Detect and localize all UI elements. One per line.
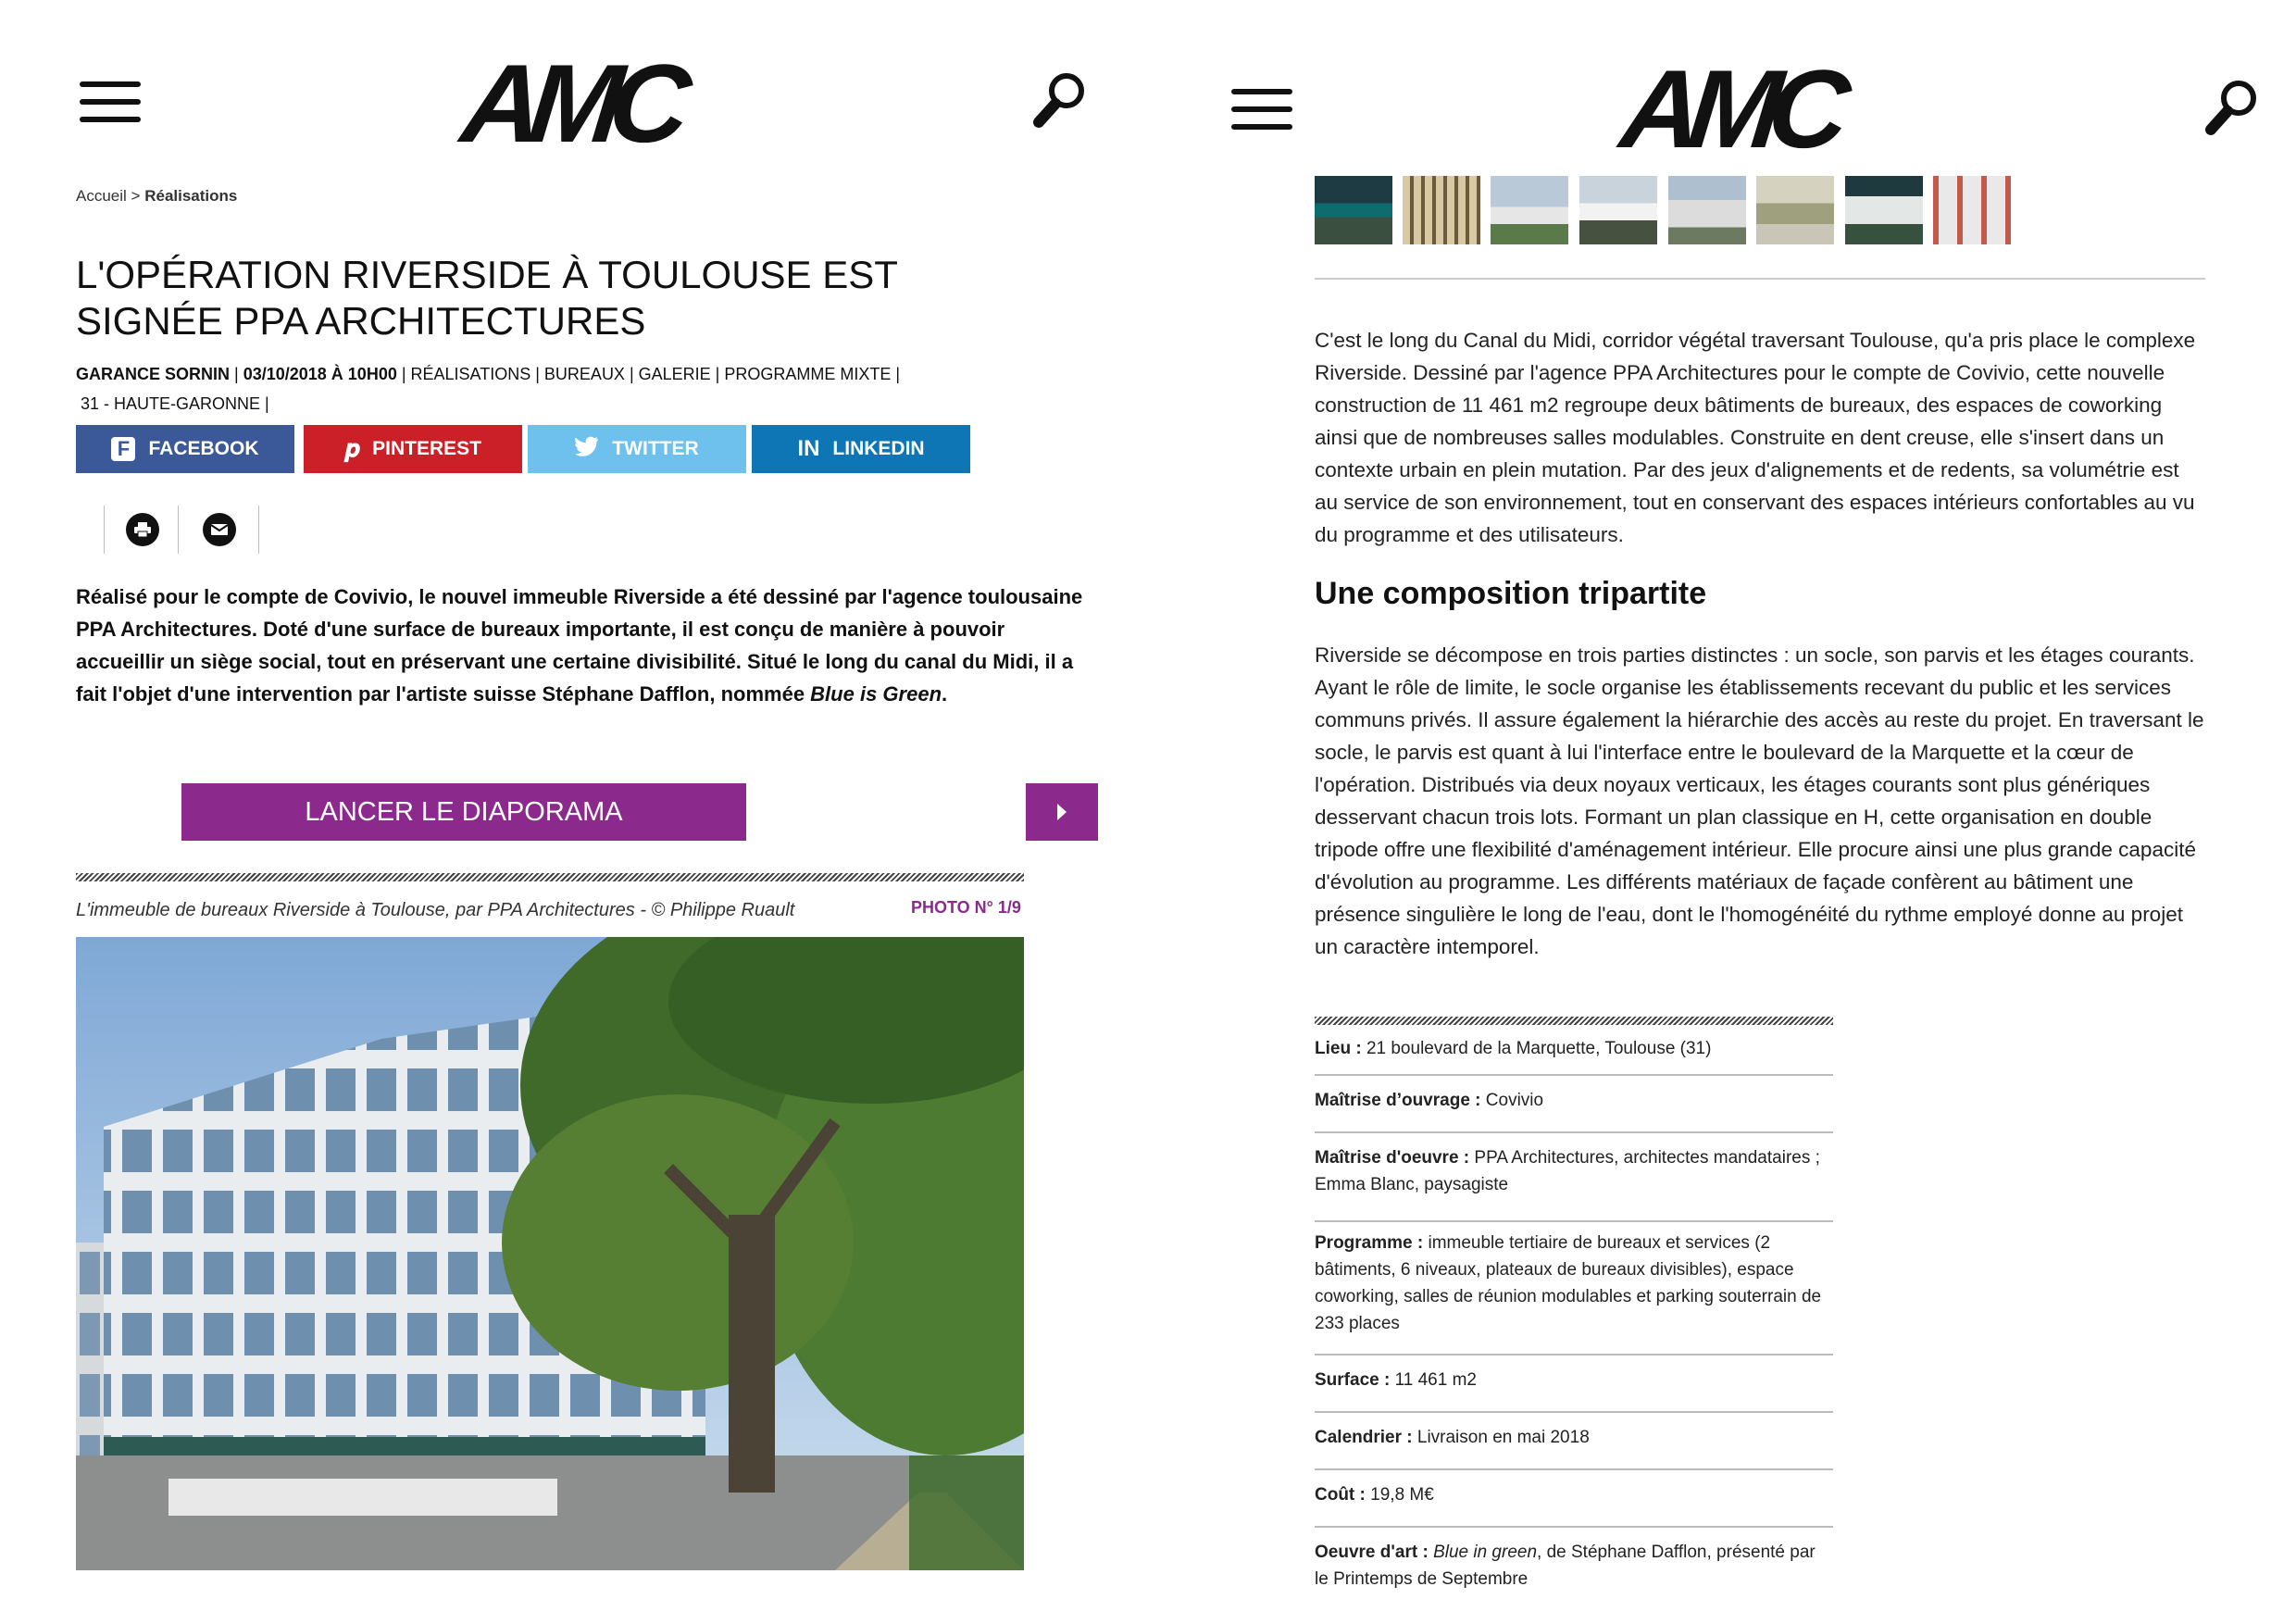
email-icon[interactable] [203, 513, 236, 546]
gallery-thumbnail[interactable] [1668, 176, 1746, 244]
fact-row-artwork [1315, 1539, 1833, 1598]
fact-value: Livraison en mai 2018 [1412, 1428, 1590, 1447]
hatched-divider [1315, 1017, 1833, 1025]
amc-logo[interactable]: AMC [455, 42, 684, 166]
fact-row-architect [1315, 1144, 1833, 1222]
article-meta: GARANCE SORNIN | 03/10/2018 À 10H00 | RÉALISATIONS | BUREAUX | GALERIE | PROGRAMME MIXTE | 31 - HAUTE-GARONNE | [76, 365, 901, 413]
fact-row-schedule [1315, 1424, 1833, 1470]
main-photo[interactable] [76, 937, 1024, 1570]
menu-icon[interactable] [80, 81, 141, 122]
linkedin-icon: IN [797, 436, 820, 461]
gallery-thumbnail[interactable] [1579, 176, 1657, 244]
fact-value: 19,8 M€ [1365, 1485, 1434, 1505]
fact-value: 11 461 m2 [1390, 1370, 1477, 1390]
divider [104, 506, 105, 554]
fact-row-client [1315, 1087, 1833, 1133]
tag-link[interactable]: BUREAUX [543, 365, 625, 383]
chevron-right-icon [1054, 801, 1070, 823]
fact-label: Maîtrise d'oeuvre : [1315, 1148, 1470, 1168]
facebook-icon: F [111, 437, 135, 461]
gallery-thumbnail[interactable] [1845, 176, 1923, 244]
fact-value: immeuble tertiaire de bureaux et services (2 bâtiments, 6 niveaux, plateaux de bureaux divisibles), espace coworking, salles de réunion modulables et parking souterrain de 233 places [1315, 1233, 1822, 1333]
divider [178, 506, 179, 554]
article-title: L'OPÉRATION RIVERSIDE À TOULOUSE EST SIGNÉE PPA ARCHITECTURES [76, 253, 898, 343]
fact-value: 21 boulevard de la Marquette, Toulouse (31) [1361, 1039, 1712, 1058]
fact-label: Coût : [1315, 1485, 1366, 1505]
fact-label: Surface : [1315, 1370, 1391, 1390]
fact-value: Covivio [1480, 1091, 1544, 1110]
linkedin-share-button[interactable] [752, 425, 970, 473]
pinterest-icon: 𝒑 [343, 434, 360, 462]
fact-label: Oeuvre d'art : [1315, 1543, 1429, 1562]
facebook-label: FACEBOOK [148, 438, 259, 459]
body-paragraph: Riverside se décompose en trois parties distinctes : un socle, son parvis et les étages courants. Ayant le rôle de limite, le socle organise les établissements recevant du public et les services communs privés. Il assure également la hiérarchie des accès au reste du projet. En traversant le socle, le parvis est quant à lui l'interface entre le boulevard de la Marquette et la cœur de l'opération. Distribués via deux noyaux verticaux, les étages courants sont plus génériques desservant chacun trois lots. Formant un plan classique en H, cette organisation en double tripode offre une flexibilité d'aménagement intérieur. Elle procure ainsi une plus grande capacité d'évolution au programme. Les différents matériaux de façade confèrent au bâtiment une présence singulière le long de l'eau, dont le l'homogénéité du rythme employé donne au projet un caractère intemporel. [1315, 643, 2204, 958]
tag-link[interactable]: 31 - HAUTE-GARONNE [81, 394, 261, 413]
breadcrumb-separator: > [131, 187, 141, 205]
tag-link[interactable]: GALERIE [638, 365, 711, 383]
photo-counter: PHOTO N° 1/9 [911, 898, 1021, 917]
search-icon[interactable] [1031, 70, 1087, 130]
body-paragraph: C'est le long du Canal du Midi, corridor végétal traversant Toulouse, qu'a pris place le complexe Riverside. Dessiné par l'agence PPA Architectures pour le compte de Covivio, cette nouvelle construction de 11 461 m2 regroupe deux bâtiments de bureaux, des espaces de coworking ainsi que de nombreuses salles modulables. Construite en dent creuse, elle s'insert dans un contexte urbain en plein mutation. Par des jeux d'alignements et de redents, sa volumétrie est au service de son environnement, tout en conservant des espaces intérieurs confortables au vu du programme et des utilisateurs. [1315, 329, 2196, 546]
intro-end: . [942, 682, 948, 706]
fact-value: PPA Architectures, architectes mandataires ; Emma Blanc, paysagiste [1315, 1148, 1820, 1194]
fact-label: Calendrier : [1315, 1428, 1413, 1447]
amc-logo[interactable]: AMC [1615, 47, 1843, 171]
launch-slideshow-button[interactable]: LANCER LE DIAPORAMA [181, 783, 746, 841]
fact-label: Lieu : [1315, 1039, 1362, 1058]
gallery-thumbnail[interactable] [1756, 176, 1834, 244]
twitter-label: TWITTER [612, 438, 699, 459]
artwork-title: Blue is Green [810, 682, 942, 706]
linkedin-label: LINKEDIN [832, 438, 925, 459]
pinterest-share-button[interactable] [304, 425, 522, 473]
gallery-thumbnail[interactable] [1491, 176, 1568, 244]
divider [1315, 278, 2205, 280]
fact-artwork-title: Blue in green [1433, 1543, 1538, 1562]
intro-text: Réalisé pour le compte de Covivio, le nouvel immeuble Riverside a été dessiné par l'agence toulousaine PPA Architectures. Doté d'une surface de bureaux importante, il est conçu de manière à pouvoir accueillir un siège social, tout en préservant une certaine divisibilité. Situé le long du canal du Midi, il a fait l'objet d'une intervention par l'artiste suisse Stéphane Dafflon, nommée [76, 585, 1083, 706]
gallery-thumbnail[interactable] [1933, 176, 2011, 244]
twitter-icon [575, 436, 599, 462]
gallery-thumbnail[interactable] [1403, 176, 1480, 244]
article-date: 03/10/2018 À 10H00 [243, 365, 397, 383]
fact-row-surface [1315, 1367, 1833, 1413]
breadcrumb [76, 187, 237, 206]
menu-icon[interactable] [1231, 89, 1292, 130]
fact-row-cost [1315, 1481, 1833, 1528]
twitter-share-button[interactable] [528, 425, 746, 473]
article-author[interactable]: GARANCE SORNIN [76, 365, 231, 383]
fact-row-location [1315, 1035, 1833, 1076]
hatched-divider [76, 873, 1024, 881]
gallery-thumbnail[interactable] [1315, 176, 1392, 244]
fact-row-program [1315, 1230, 1833, 1355]
next-arrow-button[interactable] [1026, 783, 1098, 841]
photo-caption: L'immeuble de bureaux Riverside à Toulouse, par PPA Architectures - © Philippe Ruault [76, 900, 795, 920]
tag-link[interactable]: RÉALISATIONS [410, 365, 531, 383]
section-heading: Une composition tripartite [1315, 576, 1707, 611]
breadcrumb-current[interactable]: Réalisations [144, 187, 238, 205]
breadcrumb-home[interactable]: Accueil [76, 187, 127, 205]
facebook-share-button[interactable] [76, 425, 294, 473]
fact-label: Programme : [1315, 1233, 1424, 1253]
tag-link[interactable]: PROGRAMME MIXTE [724, 365, 892, 383]
divider [258, 506, 259, 554]
pinterest-label: PINTEREST [372, 438, 481, 459]
search-icon[interactable] [2203, 78, 2259, 137]
fact-value: , de Stéphane Dafflon, présenté par le Printemps de Septembre [1315, 1543, 1816, 1589]
article-intro [76, 581, 1094, 710]
fact-label: Maîtrise d’ouvrage : [1315, 1091, 1481, 1110]
print-icon[interactable] [126, 513, 159, 546]
